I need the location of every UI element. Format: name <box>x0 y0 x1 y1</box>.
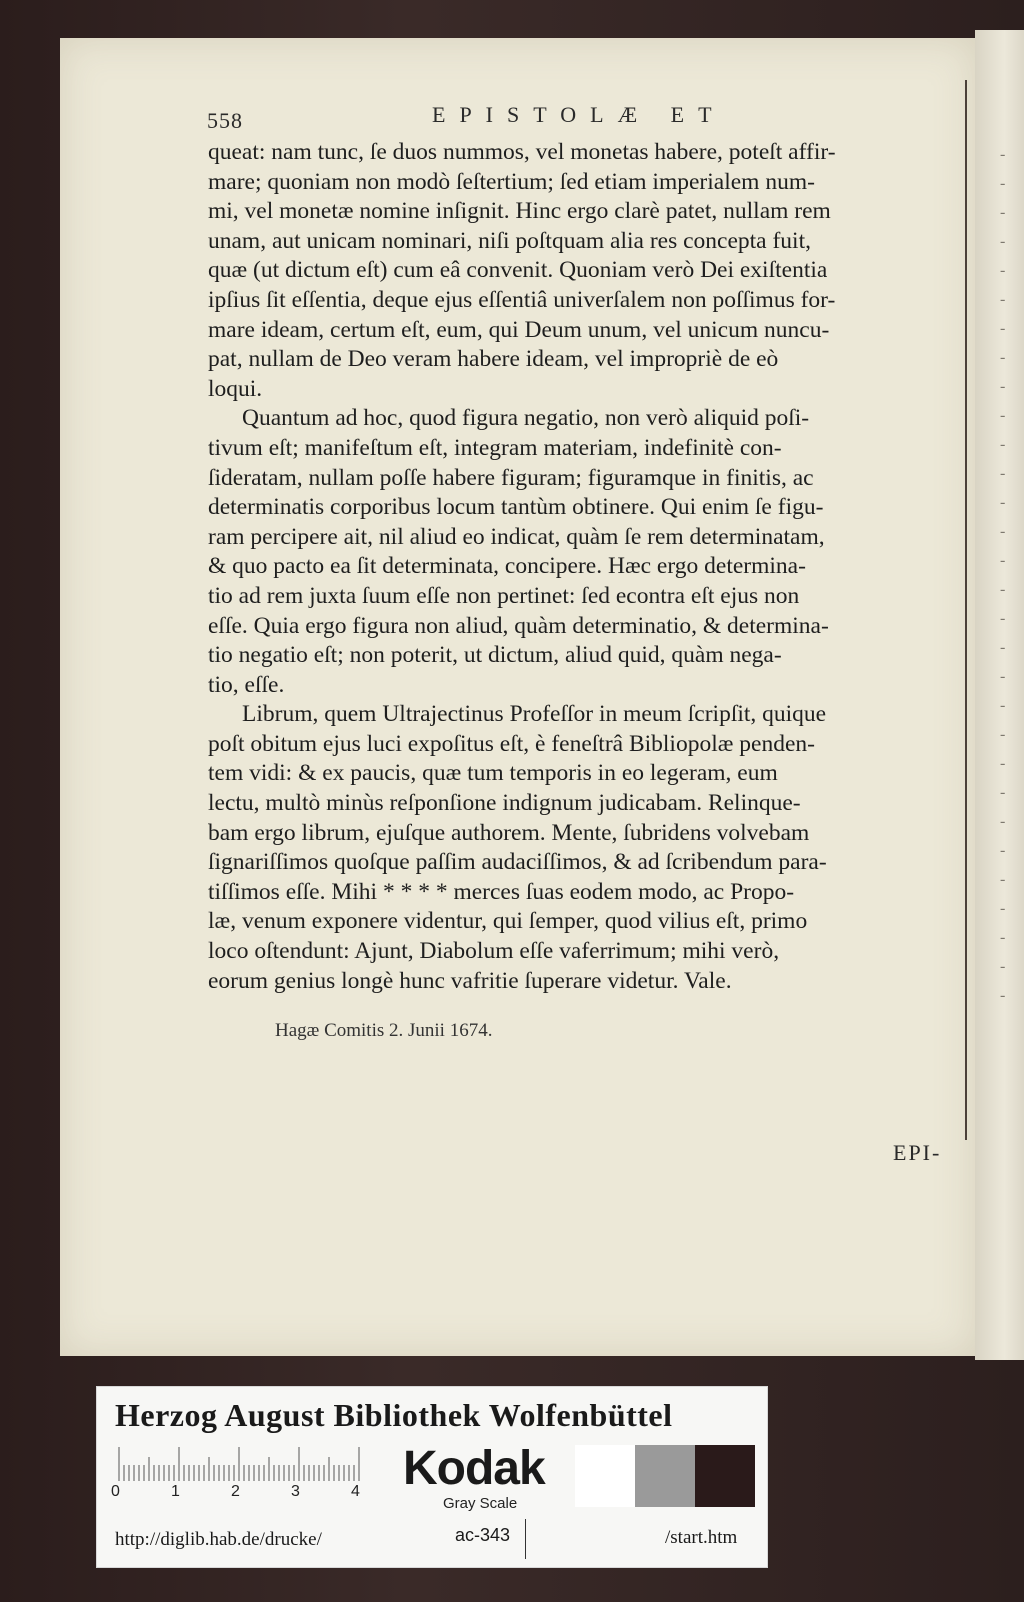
ruler-label-3: 3 <box>291 1483 300 1500</box>
adjacent-page-text-fragments <box>1000 140 1024 1040</box>
adjacent-page-fragment: - <box>1000 552 1006 569</box>
ruler-label-4: 4 <box>351 1483 360 1500</box>
adjacent-page-fragment: - <box>1000 291 1006 308</box>
shelfmark: ac-343 <box>455 1525 511 1545</box>
adjacent-page-fragment: - <box>1000 233 1006 250</box>
text-line-20: Librum, quem Ultrajectinus Profeſſor in meum ſcripſit, quique <box>242 701 827 728</box>
text-line-25: ſignariſſimos quoſque paſſim audaciſſimos, & ad ſcribendum para- <box>208 849 827 876</box>
text-line-8: pat, nullam de Deo veram habere ideam, vel impropriè de eò <box>208 346 779 373</box>
adjacent-page-fragment: - <box>1000 639 1006 656</box>
text-line-3: mi, vel monetæ nomine inſignit. Hinc ergo clarè patet, nullam rem <box>208 198 831 225</box>
adjacent-page-fragment: - <box>1000 175 1006 192</box>
ruler-label-0: 0 <box>111 1483 120 1500</box>
text-line-2: mare; quoniam non modò ſeſtertium; ſed etiam imperialem num- <box>208 168 815 195</box>
adjacent-page-fragment: - <box>1000 987 1006 1004</box>
text-line-17: eſſe. Quia ergo figura non aliud, quàm determinatio, & determina- <box>208 612 829 639</box>
color-calibration-card <box>96 1386 768 1568</box>
ruler-scale <box>117 1447 367 1481</box>
text-line-4: unam, aut unicam nominari, niſi poſtquam alia res concepta fuit, <box>208 227 811 254</box>
text-line-23: lectu, multò minùs reſponſione indignum judicabam. Relinque- <box>208 790 801 817</box>
text-line-22: tem vidi: & ex paucis, quæ tum temporis in eo legeram, eum <box>208 760 778 787</box>
text-line-27: læ, venum exponere videntur, qui ſemper, quod vilius eſt, primo <box>208 908 808 935</box>
text-line-9: loqui. <box>208 375 263 402</box>
text-line-28: loco oſtendunt: Ajunt, Diabolum eſſe vaferrimum; mihi verò, <box>208 938 780 965</box>
text-line-21: poſt obitum ejus luci expoſitus eſt, è feneſtrâ Bibliopolæ penden- <box>208 730 815 757</box>
catchword: EPI- <box>893 1140 942 1165</box>
text-line-5: quæ (ut dictum eſt) cum eâ convenit. Quoniam verò Dei exiſtentia <box>208 257 828 284</box>
text-line-16: tio ad rem juxta ſuum eſſe non pertinet: ſed econtra eſt ejus non <box>208 582 800 609</box>
adjacent-page-fragment: - <box>1000 900 1006 917</box>
text-line-1: queat: nam tunc, ſe duos nummos, vel monetas habere, poteſt affir- <box>208 139 836 165</box>
text-line-15: & quo pacto ea ſit determinata, concipere. Hæc ergo determina- <box>208 553 806 580</box>
library-name: Herzog August Bibliothek Wolfenbüttel <box>115 1397 673 1433</box>
ruler-labels <box>111 1483 371 1505</box>
text-line-13: determinatis corporibus locum tantùm obtinere. Qui enim ſe figu- <box>208 494 824 521</box>
text-line-10: Quantum ad hoc, quod figura negatio, non verò aliquid poſi- <box>242 405 810 432</box>
kodak-logo: Kodak <box>403 1442 545 1495</box>
adjacent-page-fragment: - <box>1000 262 1006 279</box>
adjacent-page-fragment: - <box>1000 929 1006 946</box>
text-line-26: tiſſimos eſſe. Mihi * * * * merces ſuas eodem modo, ac Propo- <box>208 878 795 905</box>
gray-patch-white <box>575 1445 635 1507</box>
page-gutter-line <box>965 80 967 1140</box>
adjacent-page-fragment: - <box>1000 146 1006 163</box>
text-line-11: tivum eſt; manifeſtum eſt, integram materiam, indefinitè con- <box>208 434 782 461</box>
adjacent-page-fragment: - <box>1000 378 1006 395</box>
body-text <box>208 138 944 996</box>
adjacent-page-fragment: - <box>1000 523 1006 540</box>
adjacent-page-fragment: - <box>1000 958 1006 975</box>
gray-scale-label: Gray Scale <box>443 1495 518 1512</box>
adjacent-page-fragment: - <box>1000 813 1006 830</box>
start-page-path: /start.htm <box>665 1527 738 1548</box>
adjacent-page-fragment: - <box>1000 436 1006 453</box>
ruler-label-2: 2 <box>231 1483 240 1500</box>
adjacent-page-fragment: - <box>1000 204 1006 221</box>
adjacent-page-fragment: - <box>1000 407 1006 424</box>
adjacent-page-fragment: - <box>1000 784 1006 801</box>
adjacent-page-fragment: - <box>1000 668 1006 685</box>
adjacent-page-fragment: - <box>1000 755 1006 772</box>
adjacent-page-fragment: - <box>1000 465 1006 482</box>
adjacent-page-fragment: - <box>1000 581 1006 598</box>
digital-library-url: http://diglib.hab.de/drucke/ <box>115 1529 322 1550</box>
card-divider <box>525 1519 526 1559</box>
adjacent-page-fragment: - <box>1000 349 1006 366</box>
gray-patch-dark <box>695 1445 755 1507</box>
text-line-18: tio negatio eſt; non poterit, ut dictum, aliud quid, quàm nega- <box>208 642 782 669</box>
adjacent-page-fragment: - <box>1000 697 1006 714</box>
adjacent-page-fragment: - <box>1000 842 1006 859</box>
gray-patch-mid <box>635 1445 695 1507</box>
page-number: 558 <box>207 108 243 133</box>
text-line-12: ſideratam, nullam poſſe habere figuram; figuramque in finitis, ac <box>208 464 814 491</box>
text-line-7: mare ideam, certum eſt, eum, qui Deum unum, vel unicum nuncu- <box>208 316 830 343</box>
text-line-6: ipſius ſit eſſentia, deque ejus eſſentiâ univerſalem non poſſimus for- <box>208 286 836 313</box>
text-line-24: bam ergo librum, ejuſque authorem. Mente, ſubridens volvebam <box>208 819 810 846</box>
adjacent-page-fragment: - <box>1000 726 1006 743</box>
gray-scale-patches <box>575 1445 755 1507</box>
adjacent-page-fragment: - <box>1000 871 1006 888</box>
text-line-19: tio, eſſe. <box>208 671 285 698</box>
running-head: EPISTOLÆ ET <box>432 102 726 127</box>
adjacent-page-fragment: - <box>1000 610 1006 627</box>
text-line-14: ram percipere ait, nil aliud eo indicat, quàm ſe rem determinatam, <box>208 523 825 550</box>
adjacent-page-fragment: - <box>1000 494 1006 511</box>
dateline: Hagæ Comitis 2. Junii 1674. <box>275 1020 493 1041</box>
ruler-label-1: 1 <box>171 1483 180 1500</box>
text-line-29: eorum genius longè hunc vafritie ſuperare videtur. Vale. <box>208 967 732 994</box>
adjacent-page-fragment: - <box>1000 320 1006 337</box>
